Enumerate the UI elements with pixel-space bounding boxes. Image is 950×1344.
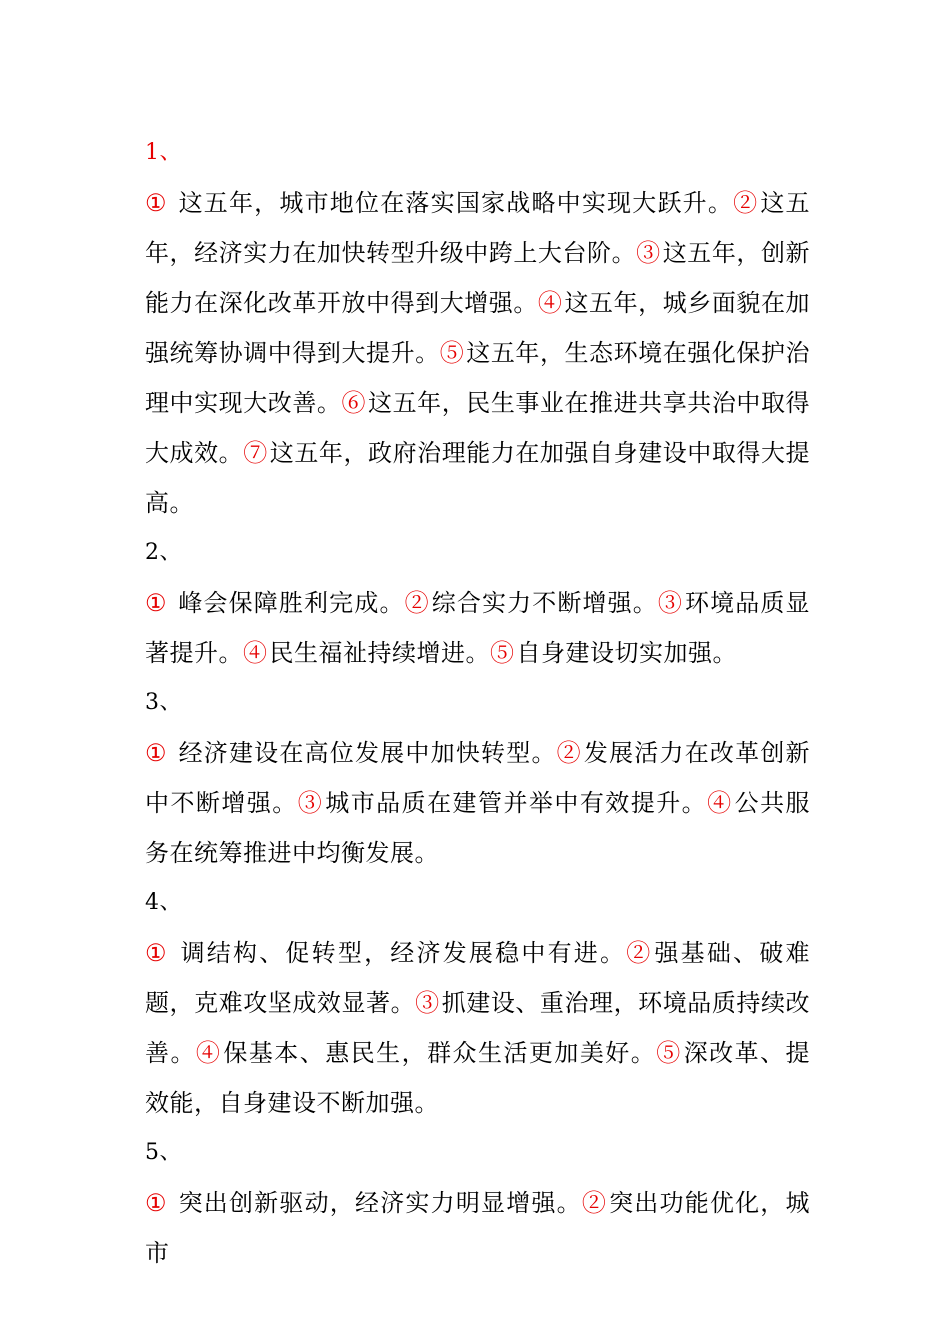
item-marker: ⑦ bbox=[243, 439, 268, 467]
item-marker: ⑤ bbox=[490, 639, 515, 667]
item-marker: ① bbox=[145, 189, 168, 217]
item-marker: ③ bbox=[297, 789, 324, 817]
item-marker: ① bbox=[145, 1189, 168, 1217]
item-text: 这五年，城市地位在落实国家战略中实现大跃升。 bbox=[169, 189, 734, 217]
item-text: 这五年，政府治理能力在加强自身建设中取得大提高。 bbox=[145, 439, 811, 517]
item-marker: ④ bbox=[195, 1039, 222, 1067]
section-4 bbox=[145, 878, 810, 1128]
item-text: 调结构、促转型，经济发展稳中有进。 bbox=[170, 939, 627, 967]
item-marker: ② bbox=[556, 739, 582, 767]
document-page bbox=[145, 128, 810, 1278]
item-text: 这五年，民生事业在推进共享共治中取得大成效。 bbox=[145, 389, 811, 467]
section-number: 5、 bbox=[145, 1140, 182, 1165]
section-2 bbox=[145, 528, 810, 678]
item-marker: ① bbox=[145, 939, 169, 967]
section-number: 2、 bbox=[145, 540, 182, 565]
section-paragraph bbox=[145, 728, 810, 878]
item-marker: ③ bbox=[657, 589, 684, 617]
section-paragraph bbox=[145, 578, 810, 678]
item-text: 经济建设在高位发展中加快转型。 bbox=[169, 739, 557, 767]
item-marker: ② bbox=[581, 1189, 608, 1217]
item-marker: ② bbox=[626, 939, 653, 967]
section-paragraph bbox=[145, 928, 810, 1128]
item-text: 环境品质显著提升。 bbox=[145, 589, 811, 667]
section-5 bbox=[145, 1128, 810, 1278]
section-paragraph bbox=[145, 178, 810, 528]
item-text: 这五年，生态环境在强化保护治理中实现大改善。 bbox=[145, 339, 811, 417]
item-marker: ⑥ bbox=[341, 389, 367, 417]
item-marker: ① bbox=[145, 739, 168, 767]
item-text: 突出功能优化，城市 bbox=[145, 1189, 811, 1267]
item-text: 保基本、惠民生，群众生活更加美好。 bbox=[223, 1039, 657, 1067]
item-text: 这五年，经济实力在加快转型升级中跨上大台阶。 bbox=[145, 189, 811, 267]
item-text: 综合实力不断增强。 bbox=[431, 589, 658, 617]
item-text: 公共服务在统筹推进中均衡发展。 bbox=[145, 789, 811, 867]
item-text: 深改革、提效能，自身建设不断加强。 bbox=[145, 1039, 811, 1117]
item-marker: ② bbox=[404, 589, 430, 617]
section-1 bbox=[145, 128, 810, 528]
item-marker: ① bbox=[145, 589, 168, 617]
section-paragraph bbox=[145, 1178, 810, 1278]
item-marker: ⑤ bbox=[656, 1039, 682, 1067]
item-text: 这五年，创新能力在深化改革开放中得到大增强。 bbox=[145, 239, 811, 317]
item-marker: ④ bbox=[537, 289, 563, 317]
item-text: 自身建设切实加强。 bbox=[516, 639, 737, 667]
item-marker: ④ bbox=[243, 639, 268, 667]
item-marker: ② bbox=[733, 189, 759, 217]
section-number: 3、 bbox=[145, 690, 182, 715]
section-3 bbox=[145, 678, 810, 878]
item-text: 强基础、破难题，克难攻坚成效显著。 bbox=[145, 939, 811, 1017]
item-marker: ③ bbox=[636, 239, 661, 267]
item-text: 峰会保障胜利完成。 bbox=[169, 589, 405, 617]
item-text: 发展活力在改革创新中不断增强。 bbox=[145, 739, 811, 817]
section-number: 1、 bbox=[145, 140, 182, 165]
section-number: 4、 bbox=[145, 890, 182, 915]
item-marker: ④ bbox=[707, 789, 733, 817]
item-text: 城市品质在建管并举中有效提升。 bbox=[325, 789, 708, 817]
item-text: 这五年，城乡面貌在加强统筹协调中得到大提升。 bbox=[145, 289, 811, 367]
item-text: 民生福祉持续增进。 bbox=[269, 639, 490, 667]
item-marker: ③ bbox=[415, 989, 440, 1017]
item-text: 突出创新驱动，经济实力明显增强。 bbox=[169, 1189, 582, 1217]
item-text: 抓建设、重治理，环境品质持续改善。 bbox=[145, 989, 811, 1067]
item-marker: ⑤ bbox=[439, 339, 465, 367]
